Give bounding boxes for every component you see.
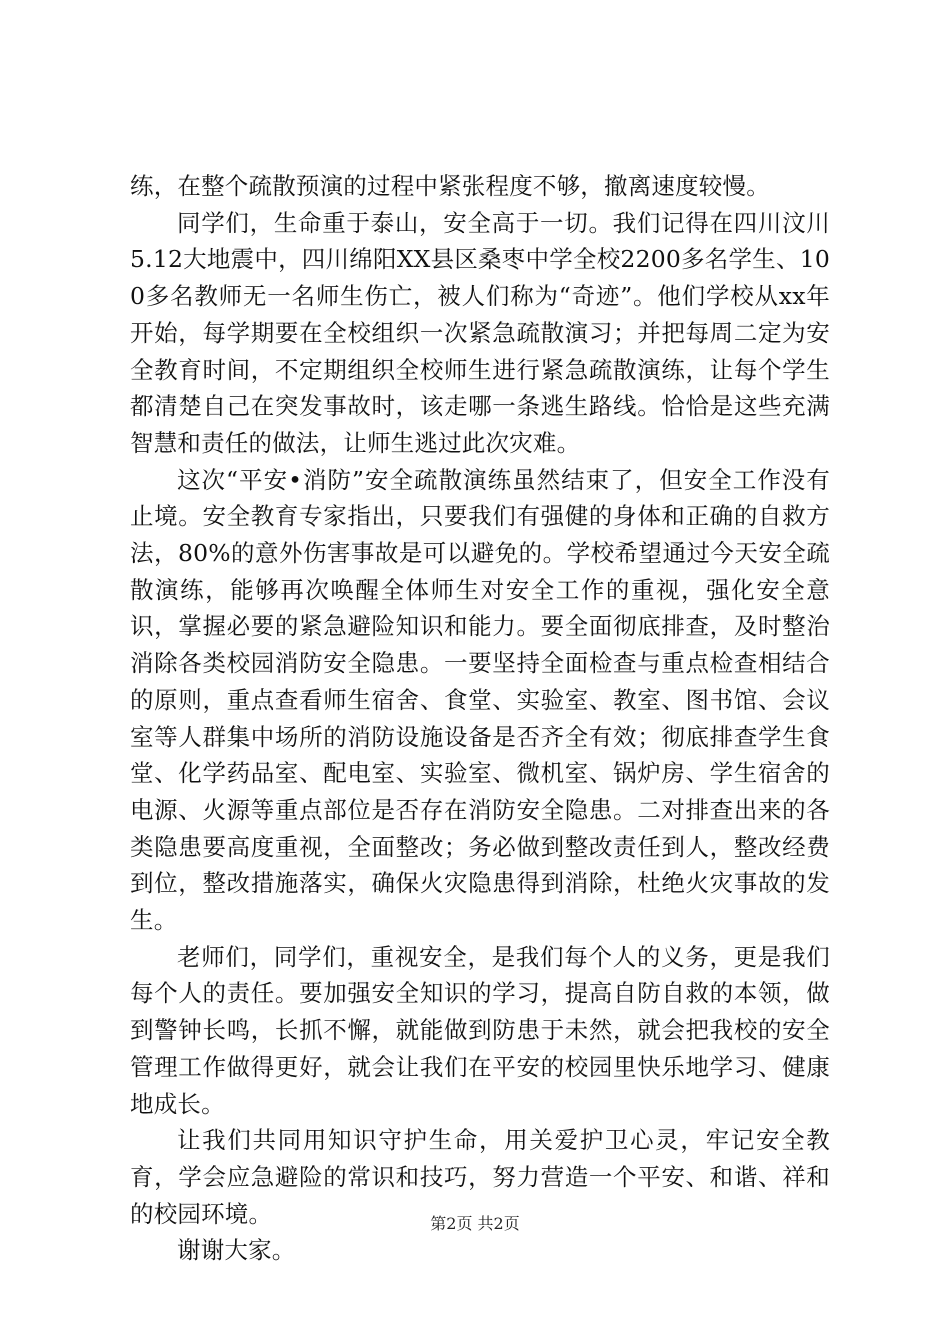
paragraph-sichuan-earthquake: 同学们，生命重于泰山，安全高于一切。我们记得在四川汶川5.12大地震中，四川绵阳XX县区桑枣中学全校2200多名学生、100多名教师无一名师生伤亡，被人们称为“奇迹”。他们学校从xx年开始，每学期要在全校组织一次紧急疏散演习；并把每周二定为安全教育时间，不定期组织全校师生进行紧急疏散演练，让每个学生都清楚自己在突发事故时，该走哪一条逃生路线。恰恰是这些充满智慧和责任的做法，让师生逃过此次灾难。 [130, 208, 830, 457]
document-body [130, 168, 830, 1269]
paragraph-safety-responsibility: 老师们，同学们，重视安全，是我们每个人的义务，更是我们每个人的责任。要加强安全知识的学习，提高自防自救的本领，做到警钟长鸣，长抓不懈，就能做到防患于未然，就会把我校的安全管理工作做得更好，就会让我们在平安的校园里快乐地学习、健康地成长。 [130, 942, 830, 1118]
page-number-footer: 第2页 共2页 [430, 1214, 520, 1233]
paragraph-continuation: 练，在整个疏散预演的过程中紧张程度不够，撤离速度较慢。 [130, 172, 770, 200]
paragraph-fire-drill: 这次“平安•消防”安全疏散演练虽然结束了，但安全工作没有止境。安全教育专家指出，只要我们有强健的身体和正确的自救方法，80%的意外伤害事故是可以避免的。学校希望通过今天安全疏散演练，能够再次唤醒全体师生对安全工作的重视，强化安全意识，掌握必要的紧急避险知识和能力。要全面彻底排查，及时整治消除各类校园消防安全隐患。一要坚持全面检查与重点检查相结合的原则，重点查看师生宿舍、食堂、实验室、教室、图书馆、会议室等人群集中场所的消防设施设备是否齐全有效；彻底排查学生食堂、化学药品室、配电室、实验室、微机室、锅炉房、学生宿舍的电源、火源等重点部位是否存在消防安全隐患。二对排查出来的各类隐患要高度重视，全面整改；务必做到整改责任到人，整改经费到位，整改措施落实，确保火灾隐患得到消除，杜绝火灾事故的发生。 [130, 465, 830, 935]
paragraph-thanks: 谢谢大家。 [177, 1236, 296, 1265]
paragraph-closing-appeal: 让我们共同用知识守护生命，用关爱护卫心灵，牢记安全教育，学会应急避险的常识和技巧，努力营造一个平安、和谐、祥和的校园环境。 [130, 1126, 830, 1228]
